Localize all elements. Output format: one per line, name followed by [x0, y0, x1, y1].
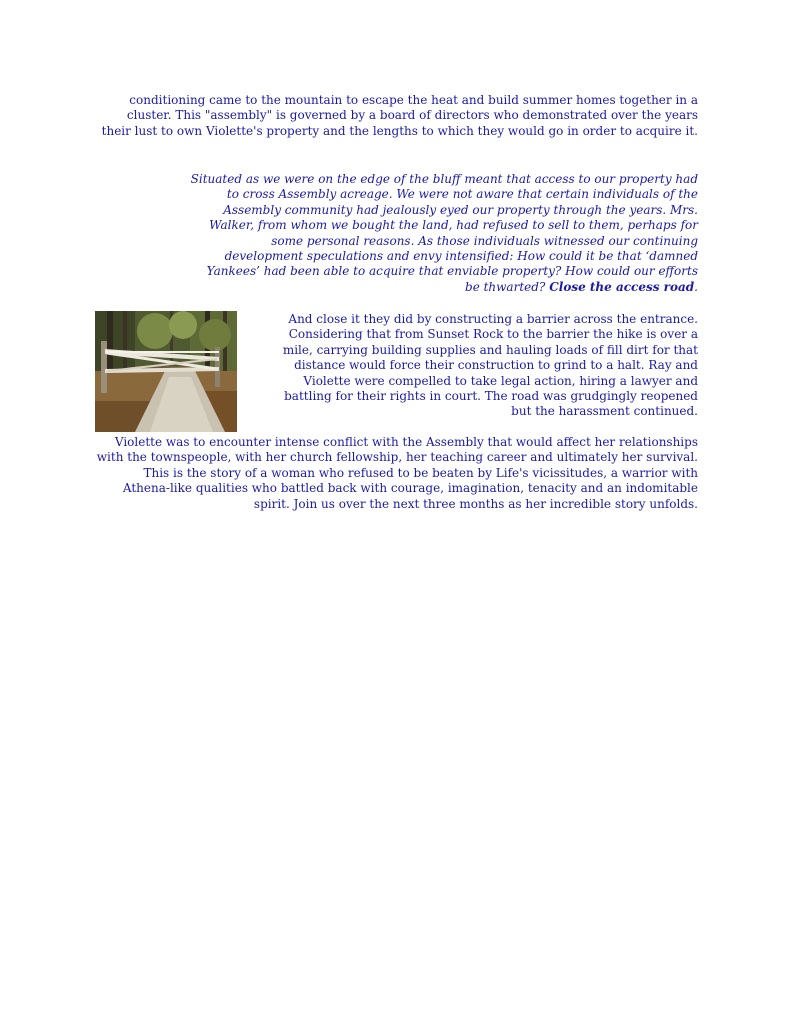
road-barrier-photo — [95, 311, 237, 432]
quote-text: Situated as we were on the edge of the bluff meant that access to our property had to cross Assembly acreage. We were not aware that certain individuals of the Assembly community had jealously eyed our property through the years. Mrs. Walker, from whom we bought the land, had refused to sell to them, perhaps for some personal reasons. As those individuals witnessed our continuing development speculations and envy intensified: How could it be that ‘damned Yankees’ had been able to acquire that enviable property? How could our efforts be thwarted? — [190, 172, 698, 294]
paragraph-quote-access — [190, 172, 698, 295]
quote-end: . — [694, 279, 698, 294]
quote-emphasis: Close the access road — [549, 279, 695, 294]
paragraph-conflict: Violette was to encounter intense conflict with the Assembly that would affect her relationships with the townspeople, with her church fellowship, her teaching career and ultimately her survival. This is the story of a woman who refused to be beaten by Life's vicissitudes, a warrior with Athena-like qualities who battled back with courage, imagination, tenacity and an indomitable spirit. Join us over the next three months as her incredible story unfolds. — [96, 435, 698, 511]
paragraph-barrier: And close it they did by constructing a barrier across the entrance. Considering that from Sunset Rock to the barrier the hike is over a mile, carrying building supplies and hauling loads of fill dirt for that distance would force their construction to grind to a halt. Ray and Violette were compelled to take legal action, hiring a lawyer and battling for their rights in court. The road was grudgingly reopened but the harassment continued. — [282, 312, 698, 419]
paragraph-assembly-intro: conditioning came to the mountain to escape the heat and build summer homes together in a cluster. This "assembly" is governed by a board of directors who demonstrated over the years their lust to own Violette's property and the lengths to which they would go in order to acquire it. — [101, 93, 698, 138]
